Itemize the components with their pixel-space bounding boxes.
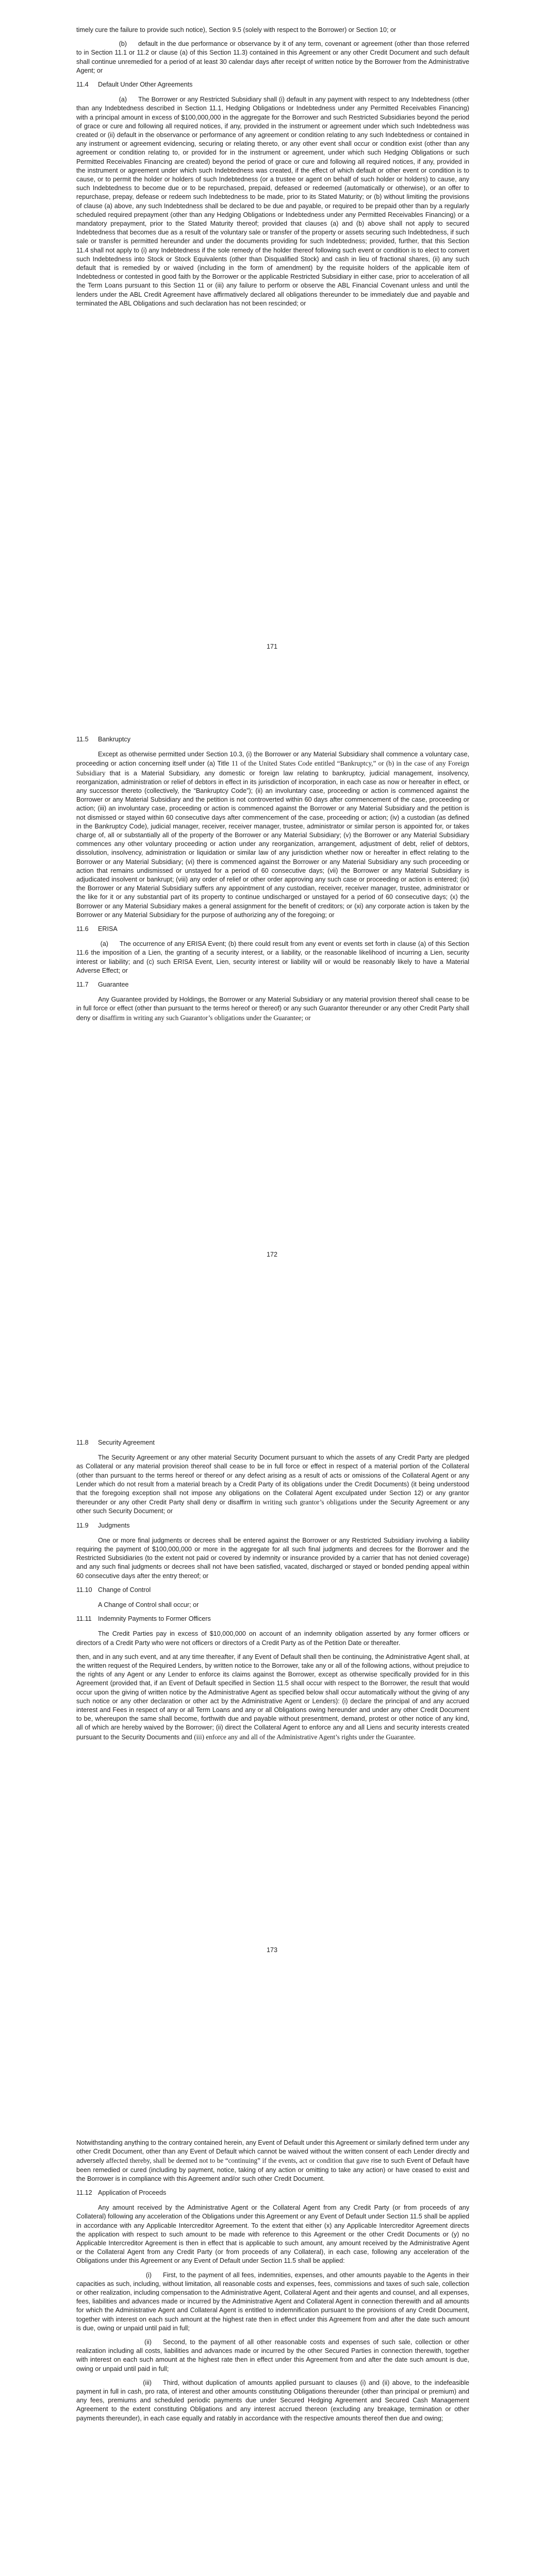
clause-marker: (a) — [119, 96, 127, 104]
clause-text: The Borrower or any Restricted Subsidiary shall (i) default in any payment with respect to any Indebtedness (other than any Indebtedness described in Section 11.1, Hedging Obligations or Indebtedness under any Permitted Receivables Financing) with a principal amount in excess of $100,000,000 in the aggregate for the Borrower and such Restricted Subsidiaries beyond the period of grace or cure and following all required notices, if any, provided in the instrument or agreement under which such Indebtedness was created or (ii) default in the observance or performance of any agreement or condition relating to any such Indebtedness or contained in any instrument or agreement evidencing, securing or relating thereto, or any other event shall occur or condition exist (other than any agreement or condition relating to, or provided for in the instrument or agreement, under which such Hedging Obligations or such Permitted Receivables Financing are created) beyond the period of grace or cure and following all required notices, if any, provided in the instrument or agreement under which such Indebtedness was created, if the effect of which default or other event or condition is to cause, or to permit the holder or holders of such Indebtedness (or a trustee or agent on behalf of such holder or holders) to cause, any such Indebtedness to become due or to be repurchased, prepaid, defeased or redeemed (automatically or otherwise), or an offer to repurchase, prepay, defease or redeem such Indebtedness to be made, prior to its Stated Maturity; or (b) without limiting the provisions of clause (a) above, any such Indebtedness shall be declared to be due and payable, or required to be prepaid other than by a regularly scheduled required prepayment (other than any Hedging Obligations or Indebtedness under any Permitted Receivables Financing) or a mandatory prepayment, prior to the Stated Maturity thereof; provided that clauses (a) and (b) above shall not apply to secured Indebtedness that becomes due as a result of the voluntary sale or transfer of the property or assets securing such Indebtedness, if such sale or transfer is permitted hereunder and under the documents providing for such Indebtedness; provided, further, that this Section 11.4 shall not apply to (i) any Indebtedness if the sole remedy of the holder thereof following such event or condition is to elect to convert such Indebtedness into Stock or Stock Equivalents (other than Disqualified Stock) and cash in lieu of fractional shares, (ii) any such default that is remedied by or waived (including in the form of amendment) by the requisite holders of the applicable item of Indebtedness or contested in good faith by the Borrower or the applicable Restricted Subsidiary in either case, prior to acceleration of all the Term Loans pursuant to this Section 11 or (iii) any failure to perform or observe the ABL Financial Covenant unless and until the lenders under the ABL Credit Agreement have affirmatively declared all obligations thereunder to be immediately due and payable and terminated the ABL Obligations and such declaration has not been rescinded; or — [76, 96, 469, 307]
paragraph — [76, 995, 469, 1023]
clause-ii — [76, 2338, 469, 2374]
clause-marker: (b) — [119, 40, 127, 48]
clause-i — [76, 2271, 469, 2333]
clause-text: Second, to the payment of all other reasonable costs and expenses of such sale, collection or other realization including all costs, liabilities and advances made or incurred by the other Secured Parties in connection therewith, together with interest on each such amount at the highest rate then in effect under this Agreement from and after the date such amount is due, owing or unpaid until paid in full; — [76, 2338, 469, 2372]
section-number: 11.6 — [76, 925, 89, 933]
paragraph: Any amount received by the Administrative Agent or the Collateral Agent from any Credit Party (or from proceeds of any Collateral) following any acceleration of the Obligations under this Agreement or any Event of Default under Section 11.5 shall be applied in accordance with any Applicable Intercreditor Agreement. To the extent that either (x) any Applicable Intercreditor Agreement directs the application with respect to such amount to be made with reference to this Agreement or the other Credit Documents or (y) no Applicable Intercreditor Agreement is then in effect that is applicable to such amount, any amount received by the Administrative Agent or the Collateral Agent from any Credit Party (or from proceeds of any Collateral), in each case, following any acceleration of the Obligations under this Agreement or any Event of Default under Section 11.5 shall be applied: — [76, 2204, 469, 2265]
section-heading-11-4 — [76, 80, 469, 89]
section-heading-11-9 — [76, 1521, 469, 1530]
section-title: Guarantee — [98, 981, 129, 989]
clause-a — [76, 940, 469, 975]
text-run: Except as otherwise permitted under Section 10.3, (i) the Borrower or any Material Subsidiary shall commence a voluntary case, proceeding or action concerning itself under (a) Title — [76, 751, 469, 768]
section-heading-11-10 — [76, 1586, 469, 1595]
text-run: in writing such grantor’s obligations — [255, 1498, 357, 1506]
section-number: 11.8 — [76, 1439, 89, 1446]
page-number: 172 — [266, 1251, 277, 1258]
clause-iii — [76, 2379, 469, 2423]
text-run: Any Guarantee provided by Holdings, the Borrower or any Material Subsidiary or any material provision thereof shall cease to be in full force or effect (other than pursuant to the terms hereof or thereof) or any such Guarantor thereunder or any other Credit Party shall deny or — [76, 996, 469, 1022]
text-run: The Security Agreement or any other material Security Document pursuant to which the assets of any Credit Party are pledged as Collateral or any material provision thereof shall cease to be in full force or effect in respect of a material portion of the Collateral (other than pursuant to the terms hereof or thereof or any defect arising as a result of acts or omissions of the Collateral Agent or any Lender which do not result from a material breach by a Credit Party of its obligations under the Credit Documents) (it being understood that the foregoing exception shall not impose any obligations on the Collateral Agent exculpated under Section 12) or any grantor thereunder or any other Credit Party shall deny or disaffirm — [76, 1454, 469, 1506]
clause-a — [76, 95, 469, 308]
page-174-content — [76, 2139, 469, 2428]
page-171-content — [76, 26, 469, 313]
section-title: ERISA — [98, 925, 118, 933]
text-run: 11 of the United States Code entitled “Bankruptcy,” or (b) in the case of any Foreign Subsidiary — [76, 759, 470, 777]
document-page-173 — [0, 1406, 544, 2110]
clause-text: First, to the payment of all fees, indemnities, expenses, and other amounts payable to the Agents in their capacities as such, including, without limitation, all reasonable costs and expenses, fees, commissions and taxes of such sale, collection or other realization, including compensation to the Administrative Agent, Collateral Agent and their agents and counsel, and all expenses, fees, liabilities and advances made or incurred by the Administrative Agent and Collateral Agent in connection therewith and all amounts for which the Administrative Agent and Collateral Agent is entitled to indemnification pursuant to the provisions of any Credit Document, together with interest on each such amount at the highest rate then in effect under this Agreement from and after the date such amount is due, owing or unpaid until paid in full; — [76, 2271, 469, 2332]
section-number: 11.11 — [76, 1615, 92, 1623]
clause-marker: (iii) — [143, 2379, 152, 2386]
section-title: Security Agreement — [98, 1439, 155, 1446]
section-heading-11-5 — [76, 735, 469, 744]
clause-text: The occurrence of any ERISA Event; (b) there could result from any event or events set forth in clause (a) of this Section 11.6 the imposition of a Lien, the granting of a security interest, or a liability, or the reasonable likelihood of incurring a Lien, security interest or liability; and (c) such ERISA Event, Lien, security interest or liability will or would be reasonably likely to have a Material Adverse Effect; or — [76, 940, 469, 974]
section-heading-11-6 — [76, 925, 469, 934]
section-number: 11.5 — [76, 736, 89, 743]
clause-b — [76, 40, 469, 75]
section-number: 11.12 — [76, 2189, 92, 2197]
document-page-174 — [0, 2110, 544, 2576]
paragraph — [76, 2139, 469, 2183]
section-title: Indemnity Payments to Former Officers — [98, 1615, 211, 1623]
paragraph — [76, 1453, 469, 1516]
document-page-172 — [0, 703, 544, 1406]
section-number: 11.4 — [76, 81, 89, 89]
clause-text: Third, without duplication of amounts applied pursuant to clauses (i) and (ii) above, to the indefeasible payment in full in cash, pro rata, of interest and other amounts constituting Obligations thereunder (other than principal or premium) and any fees, premiums and scheduled periodic payments due under Secured Hedging Agreement and Secured Cash Management Agreement to the extent constituting Obligations and any interest accrued thereon (excluding any breakage, termination or other payments thereunder), in each case equally and ratably in accordance with the respective amounts thereof then due and owing; — [76, 2379, 469, 2422]
text-run: under the Security Agreement or any other such Security Document; or — [76, 1499, 470, 1515]
clause-marker: (ii) — [144, 2338, 152, 2346]
text-run: that is a Material Subsidiary, any domestic or foreign law relating to bankruptcy, judicial management, insolvency, reorganization, administration or relief of debtors in effect in its jurisdiction of incorporation, in each case as now or hereafter in effect, or any successor thereto (collectively, the “Bankruptcy Code”); (ii) an involuntary case, proceeding or action is commenced against the Borrower or any Material Subsidiary and the petition is not controverted within 60 days after commencement of the case, proceeding or action; (iii) an involuntary case, proceeding or action is commenced against the Borrower or any Material Subsidiary and the petition is not dismissed or stayed within 60 consecutive days after commencement of the case, proceeding or action; (iv) a custodian (as defined in the Bankruptcy Code), judicial manager, receiver, receiver manager, trustee, administrator or similar person is appointed for, or takes charge of, all or substantially all of the property of the Borrower or any Material Subsidiary; (v) the Borrower or any Material Subsidiary commences any other voluntary proceeding or action under any reorganization, arrangement, adjustment of debt, relief of debtors, dissolution, insolvency, administration or liquidation or similar law of any jurisdiction whether now or hereafter in effect relating to the Borrower or any Material Subsidiary; (vi) there is commenced against the Borrower or any Material Subsidiary any such proceeding or action that remains undismissed or unstayed for a period of 60 consecutive days; (vii) the Borrower or any Material Subsidiary is adjudicated insolvent or bankrupt; (viii) any order of relief or other order approving any such case or proceeding or action is entered; (ix) the Borrower or any Material Subsidiary suffers any appointment of any custodian, receiver, receiver manager, trustee, administrator or the like for it or any substantial part of its property to continue undischarged or unstayed for a period of 60 consecutive days; (x) the Borrower or any Material Subsidiary makes a general assignment for the benefit of creditors; or (xi) any corporate action is taken by the Borrower or any Material Subsidiary for the purpose of authorizing any of the foregoing; or — [76, 769, 470, 919]
section-title: Default Under Other Agreements — [98, 81, 193, 89]
section-heading-11-12 — [76, 2189, 469, 2197]
section-heading-11-11 — [76, 1615, 469, 1623]
text-run: (iii) enforce any and all of the Administrative Agent’s rights under the Guarantee. — [194, 1733, 416, 1741]
paragraph — [76, 1653, 469, 1742]
section-number: 11.9 — [76, 1521, 89, 1529]
text-run: disaffirm in writing any such Guarantor’s obligations under the Guarantee; or — [100, 1013, 311, 1022]
section-heading-11-8 — [76, 1438, 469, 1447]
paragraph: The Credit Parties pay in excess of $10,000,000 on account of an indemnity obligation asserted by any former officers or directors of a Credit Party who were not officers or directors of a Credit Party as of the Petition Date or thereafter. — [76, 1630, 469, 1647]
paragraph: timely cure the failure to provide such notice), Section 9.5 (solely with respect to the Borrower) or Section 10; or — [76, 26, 397, 33]
clause-marker: (a) — [100, 940, 108, 948]
text-run: affected thereby, shall be deemed not to be “continuing” if the events, act or condition that gave — [106, 2157, 369, 2165]
clause-marker: (i) — [145, 2271, 152, 2279]
section-title: Judgments — [98, 1521, 130, 1529]
paragraph: One or more final judgments or decrees shall be entered against the Borrower or any Restricted Subsidiary involving a liability requiring the payment of $100,000,000 or more in the aggregate for all such final judgments and decrees for the Borrower and the Restricted Subsidiaries (to the extent not paid or covered by indemnity or insurance provided by a carrier that has not denied coverage) and any such final judgments or decrees shall not have been satisfied, vacated, discharged or stayed or bonded pending appeal within 60 consecutive days after the entry thereof; or — [76, 1536, 469, 1580]
page-number: 173 — [266, 1946, 277, 1954]
section-title: Bankruptcy — [98, 736, 130, 743]
section-number: 11.10 — [76, 1586, 92, 1594]
text-run: rise to such Event of Default have been remedied or cured (including by payment, notice, taking of any action or omitting to take any action) or have ceased to exist and the Borrower is in compliance with this Agreement and/or such other Credit Document. — [76, 2157, 470, 2182]
paragraph: A Change of Control shall occur; or — [98, 1601, 199, 1609]
text-run: then, and in any such event, and at any time thereafter, if any Event of Default shall then be continuing, the Administrative Agent shall, at the written request of the Required Lenders, by written notice to the Borrower, take any or all of the following actions, without prejudice to the rights of any Agent or any Lender to enforce its claims against the Borrower, except as otherwise specifically provided for in this Agreement (provided that, if an Event of Default specified in Section 11.5 shall occur with respect to the Borrower, the result that would occur upon the giving of written notice by the Administrative Agent as specified below shall occur automatically without the giving of any such notice or any other declaration or other act by the Administrative Agent or Lenders): (i) declare the principal of and any accrued interest and Fees in respect of any or all Term Loans and any or all Obligations owing hereunder and under any other Credit Document to be, whereupon the same shall become, forthwith due and payable without presentment, demand, protest or other notice of any kind, all of which are hereby waived by the Borrower; (ii) direct the Collateral Agent to enforce any and all Liens and security interests created pursuant to the Security Documents and — [76, 1653, 469, 1741]
page-number: 171 — [266, 643, 277, 650]
paragraph — [76, 750, 469, 920]
section-number: 11.7 — [76, 981, 89, 989]
section-title: Change of Control — [98, 1586, 151, 1594]
page-173-content — [76, 1435, 469, 1747]
page-172-content — [76, 732, 469, 1028]
document-page-171 — [0, 0, 544, 703]
text-run: Notwithstanding anything to the contrary contained herein, any Event of Default under this Agreement or similarly defined term under any other Credit Document, other than any Event of Default which cannot be waived without the written consent of each Lender directly and adversely — [76, 2139, 469, 2165]
section-heading-11-7 — [76, 980, 469, 989]
clause-text: default in the due performance or observance by it of any term, covenant or agreement (other than those referred to in Section 11.1 or 11.2 or clause (a) of this Section 11.3) contained in this Agreement or any other Credit Document and such default shall continue unremedied for a period of at least 30 calendar days after receipt of written notice by the Borrower from the Administrative Agent; or — [76, 40, 469, 74]
section-title: Application of Proceeds — [98, 2189, 167, 2197]
